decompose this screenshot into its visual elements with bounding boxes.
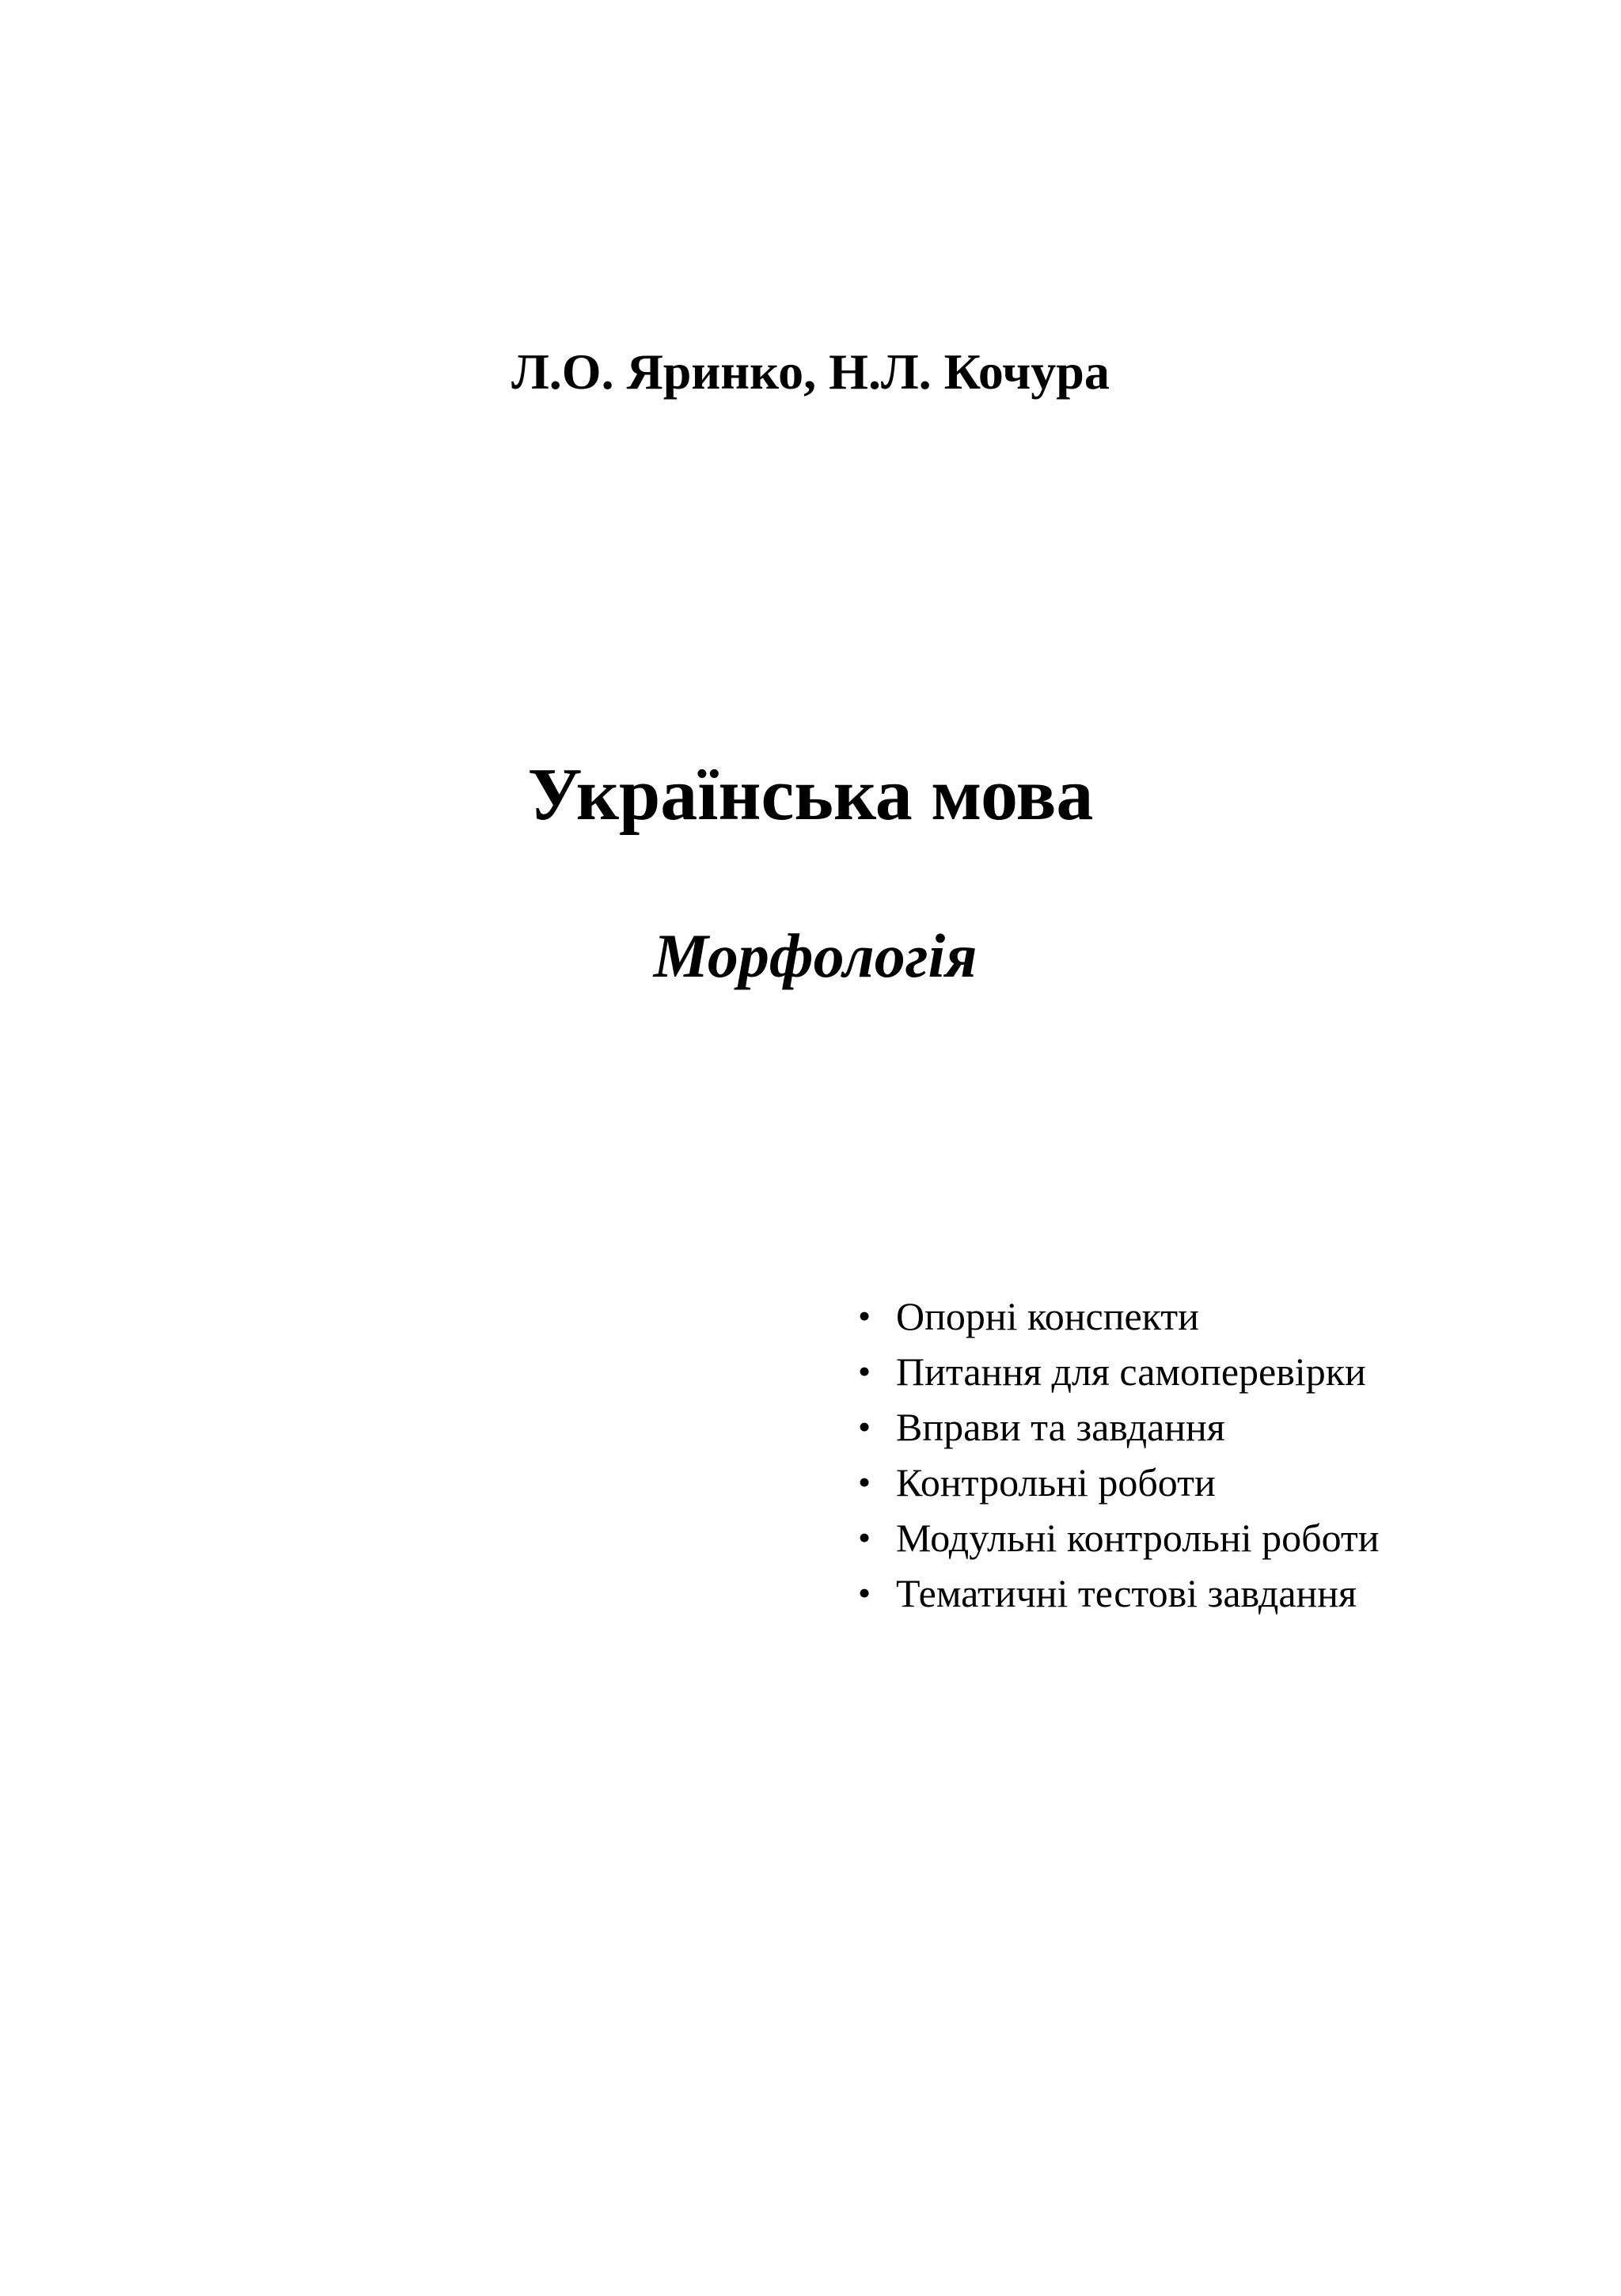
bullet-icon: •	[858, 1296, 871, 1336]
feature-item	[856, 1565, 1380, 1621]
feature-label: Опорні конспекти	[896, 1294, 1199, 1338]
bullet-icon: •	[858, 1517, 871, 1558]
book-title: Українська мова	[527, 753, 1094, 836]
authors: Л.О. Яринко, Н.Л. Кочура	[511, 343, 1110, 400]
bullet-icon: •	[858, 1406, 871, 1447]
book-subtitle: Морфологія	[653, 921, 978, 990]
feature-label: Модульні контрольні роботи	[896, 1516, 1380, 1560]
bullet-icon: •	[858, 1573, 871, 1613]
feature-label: Контрольні роботи	[896, 1460, 1216, 1505]
feature-label: Вправи та завдання	[896, 1405, 1225, 1449]
feature-item	[856, 1455, 1380, 1510]
bullet-icon: •	[858, 1351, 871, 1391]
bullet-icon: •	[858, 1462, 871, 1502]
feature-list	[856, 1288, 1380, 1621]
feature-item	[856, 1344, 1380, 1399]
feature-item	[856, 1399, 1380, 1455]
feature-label: Питання для самоперевірки	[896, 1349, 1366, 1394]
feature-item	[856, 1510, 1380, 1565]
feature-label: Тематичні тестові завдання	[896, 1571, 1357, 1615]
feature-item	[856, 1288, 1380, 1344]
